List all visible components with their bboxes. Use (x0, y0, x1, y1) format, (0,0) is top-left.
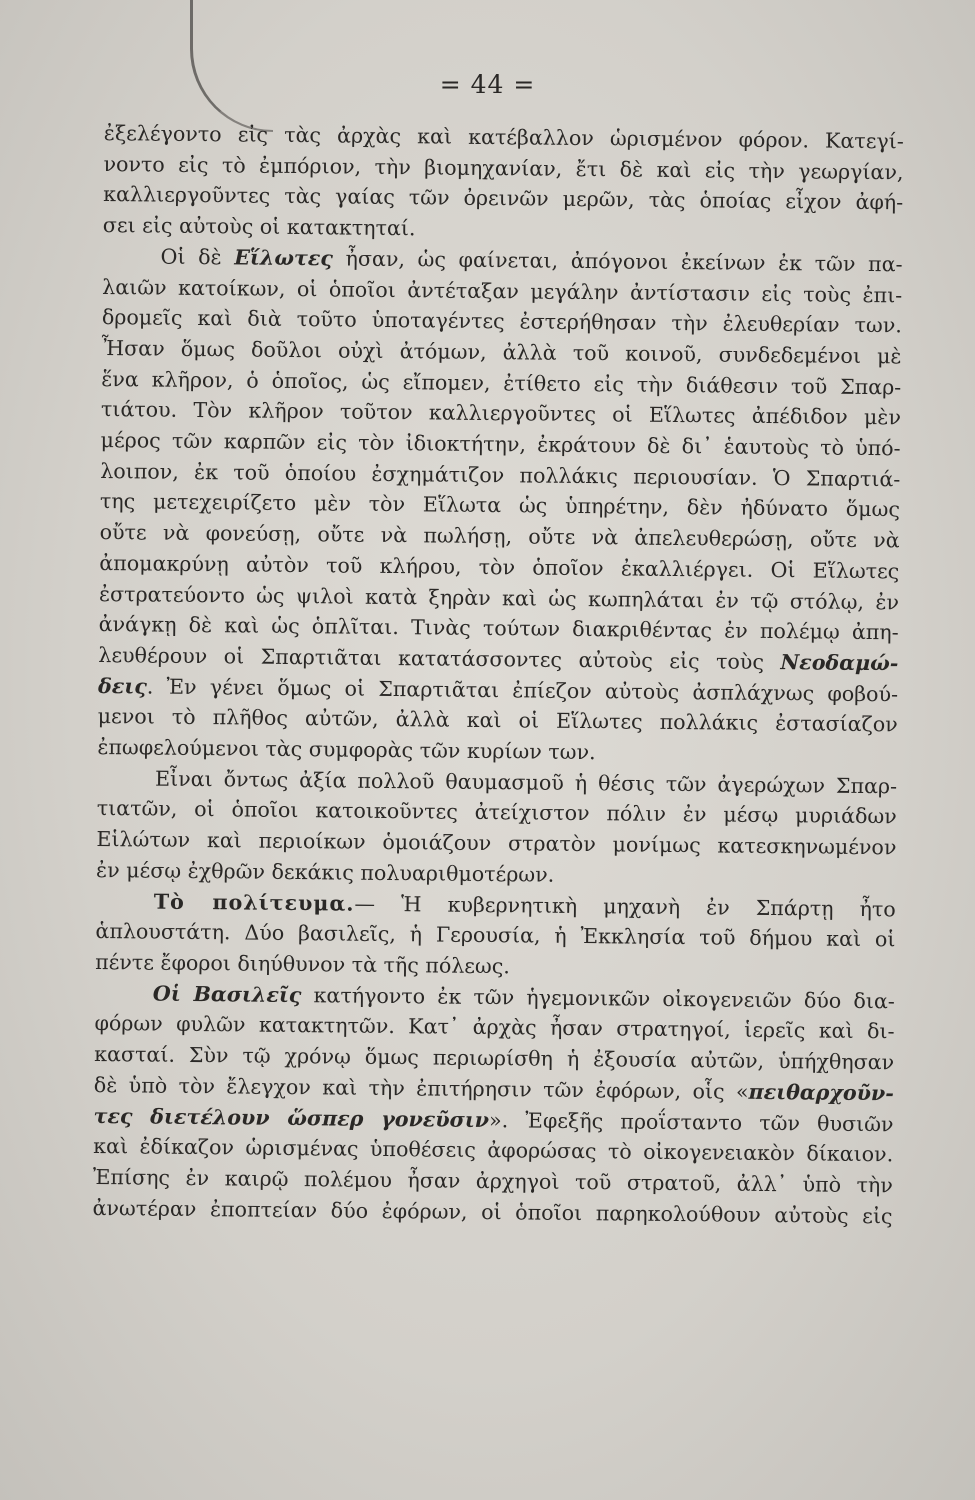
text-segment: μενοι τὸ πλῆθος αὐτῶν, ἀλλὰ καὶ οἱ Εἵλωτες πολλάκις ἐστασίαζον (97, 704, 898, 737)
text-segment: ». Ἐφεξῆς προΐσταντο τῶν θυσιῶν (488, 1107, 894, 1136)
text-segment: λευθέρουν οἱ Σπαρτιᾶται κατατάσσοντες αὐτοὺς εἰς τοὺς (98, 642, 781, 675)
body-text (92, 118, 904, 1232)
text-segment: λαιῶν κατοίκων, οἱ ὁποῖοι ἀντέταξαν μεγάλην ἀντίστασιν εἰς τοὺς ἐπι- (102, 274, 903, 307)
text-segment: ἐν μέσῳ ἐχθρῶν δεκάκις πολυαριθμοτέρων. (96, 857, 555, 887)
text-segment: Ἦσαν ὅμως δοῦλοι οὐχὶ ἀτόμων, ἀλλὰ τοῦ κοινοῦ, συνδεδεμένοι μὲ (101, 335, 902, 369)
text-segment: νοντο εἰς τὸ ἐμπόριον, τὴν βιομηχανίαν, ἔτι δὲ καὶ εἰς τὴν γεωργίαν, (103, 151, 904, 185)
text-segment: — Ἡ κυβερνητικὴ μηχανὴ ἐν Σπάρτῃ ἦτο (354, 891, 896, 921)
text-segment: Οἱ δὲ (160, 244, 235, 270)
section-heading: Τὸ πολίτευμα. (153, 889, 355, 916)
emphasized-term: Οἱ Βασιλεῖς (152, 981, 302, 1007)
text-segment: λοιπον, ἐκ τοῦ ὁποίου ἐσχημάτιζον πολλάκις περιουσίαν. Ὁ Σπαρτιά- (100, 458, 901, 492)
text-segment: ἁπλουστάτη. Δύο βασιλεῖς, ἡ Γερουσία, ἡ Ἐκκλησία τοῦ δήμου καὶ οἱ (95, 919, 896, 952)
text-segment: Εἱλώτων καὶ περιοίκων ὁμοιάζουν στρατὸν μονίμως κατεσκηνωμένον (96, 827, 897, 860)
page-crease-mark (190, 0, 273, 132)
text-segment: μέρος τῶν καρπῶν εἰς τὸν ἰδιοκτήτην, ἐκράτουν δὲ δι᾽ ἑαυτοὺς τὸ ὑπό- (100, 428, 901, 461)
text-segment: τιατῶν, οἱ ὁποῖοι κατοικοῦντες ἀτείχιστον πόλιν ἐν μέσῳ μυριάδων (96, 796, 897, 829)
text-segment: ἦσαν, ὡς φαίνεται, ἀπόγονοι ἐκείνων ἐκ τῶν πα- (332, 246, 903, 277)
text-segment: ἐπωφελούμενοι τὰς συμφορὰς τῶν κυρίων των. (97, 735, 596, 765)
text-segment: ἕνα κλῆρον, ὁ ὁποῖος, ὡς εἴπομεν, ἐτίθετο εἰς τὴν διάθεσιν τοῦ Σπαρ- (101, 366, 902, 399)
text-segment: . Ἐν γένει ὅμως οἱ Σπαρτιᾶται ἐπίεζον αὐτοὺς ἀσπλάχνως φοβού- (146, 674, 899, 707)
text-segment: ἐστρατεύοντο ὡς ψιλοὶ κατὰ ξηρὰν καὶ ὡς κωπηλάται ἐν τῷ στόλῳ, ἐν (98, 581, 900, 614)
text-segment: καὶ ἐδίκαζον ὡρισμένας ὑποθέσεις ἀφορώσας τὸ οἰκογενειακὸν δίκαιον. (93, 1134, 894, 1167)
emphasized-term: δεις (97, 673, 147, 699)
text-segment: Ἐπίσης ἐν καιρῷ πολέμου ἦσαν ἀρχηγοὶ τοῦ στρατοῦ, ἀλλ᾽ ὑπὸ τὴν (92, 1164, 893, 1198)
emphasized-term: πειθαρχοῦν- (748, 1079, 894, 1106)
text-segment: ἀπομακρύνῃ αὐτὸν τοῦ κλήρου, τὸν ὁποῖον ἐκαλλιέργει. Οἱ Εἵλωτες (99, 550, 900, 584)
text-segment: οὔτε νὰ φονεύσῃ, οὔτε νὰ πωλήσῃ, οὔτε νὰ ἀπελευθερώσῃ, οὔτε νὰ (99, 520, 900, 553)
text-segment: φόρων φυλῶν κατακτητῶν. Κατ᾽ ἀρχὰς ἦσαν στρατηγοί, ἱερεῖς καὶ δι- (94, 1011, 895, 1044)
text-segment: της μετεχειρίζετο μὲν τὸν Εἵλωτα ὡς ὑπηρέτην, δὲν ἠδύνατο ὅμως (99, 489, 901, 522)
text-segment: κατήγοντο ἐκ τῶν ἡγεμονικῶν οἰκογενειῶν δύο δια- (301, 982, 895, 1014)
text-segment: κασταί. Σὺν τῷ χρόνῳ ὅμως περιωρίσθη ἡ ἐξουσία αὐτῶν, ὑπήχθησαν (94, 1042, 895, 1075)
text-segment: πέντε ἔφοροι διηύθυνον τὰ τῆς πόλεως. (95, 949, 511, 979)
text-segment: ἀνάγκῃ δὲ καὶ ὡς ὁπλῖται. Τινὰς τούτων διακριθέντας ἐν πολέμῳ ἀπη- (98, 612, 899, 645)
emphasized-term: τες διετέλουν ὥσπερ γονεῦσιν (93, 1103, 490, 1132)
text-segment: Εἶναι ὄντως ἀξία πολλοῦ θαυμασμοῦ ἡ θέσις τῶν ἀγερώχων Σπαρ- (154, 766, 898, 799)
text-segment: ἀνωτέραν ἐποπτείαν δύο ἐφόρων, οἱ ὁποῖοι παρηκολούθουν αὐτοὺς εἰς (92, 1195, 893, 1228)
text-segment: σει εἰς αὐτοὺς οἱ κατακτηταί. (102, 213, 416, 241)
page-number: = 44 = (439, 70, 536, 99)
text-segment: τιάτου. Τὸν κλῆρον τοῦτον καλλιεργοῦντες οἱ Εἵλωτες ἀπέδιδον μὲν (100, 397, 902, 430)
text-segment: δρομεῖς καὶ διὰ τοῦτο ὑποταγέντες ἐστερήθησαν τὴν ἐλευθερίαν των. (101, 305, 902, 338)
text-segment: δὲ ὑπὸ τὸν ἔλεγχον καὶ τὴν ἐπιτήρησιν τῶν ἐφόρων, οἷς « (93, 1072, 749, 1104)
emphasized-term: Εἵλωτες (234, 245, 334, 271)
text-segment: ἐξελέγοντο εἰς τὰς ἀρχὰς καὶ κατέβαλλον ὡρισμένον φόρον. Κατεγί- (103, 120, 904, 154)
emphasized-term: Νεοδαμώ- (780, 650, 899, 676)
text-segment: καλλιεργοῦντες τὰς γαίας τῶν ὀρεινῶν μερῶν, τὰς ὁποίας εἶχον ἀφή- (103, 182, 904, 215)
